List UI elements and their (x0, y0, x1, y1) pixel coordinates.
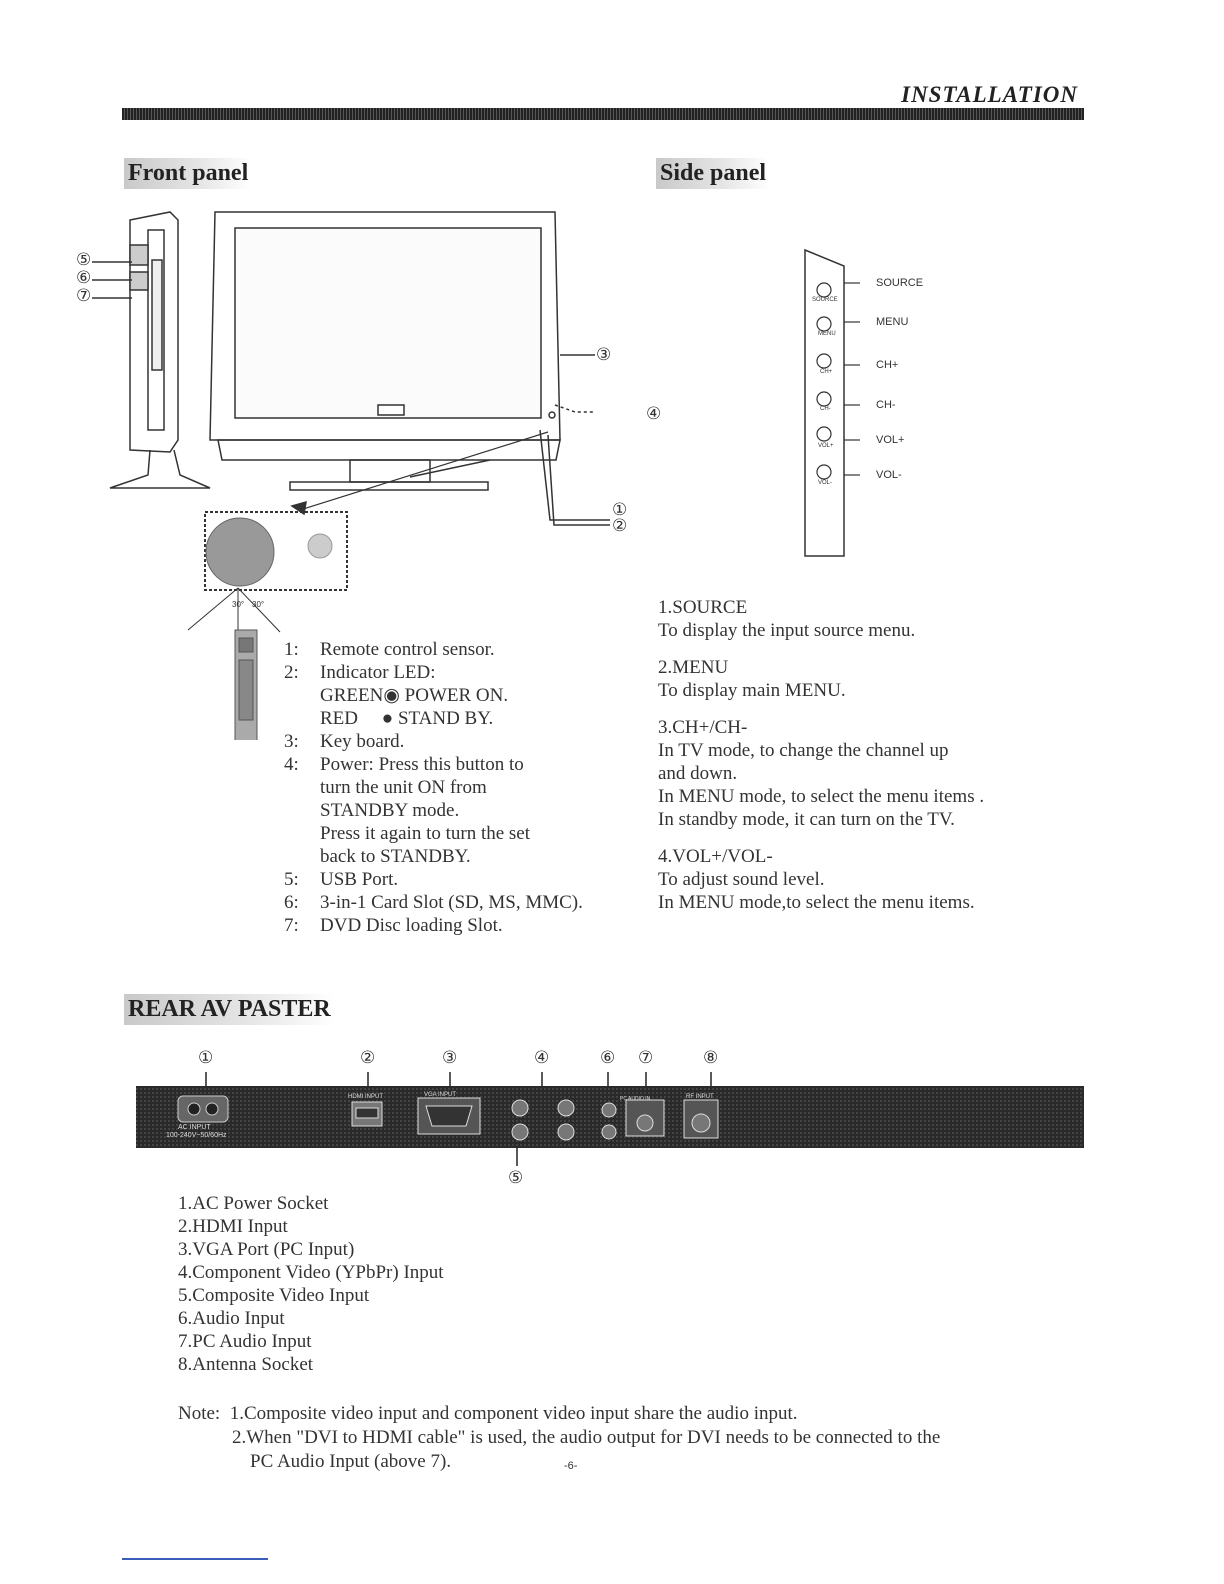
front-panel-list (284, 638, 583, 937)
side-panel-title: Side panel (656, 158, 770, 189)
callout-1: ① (612, 500, 628, 520)
ac-voltage-label: 100-240V~50/60Hz (166, 1132, 227, 1139)
callout-3: ③ (596, 345, 612, 365)
list-item: 5.Composite Video Input (178, 1285, 370, 1306)
desc-line: In TV mode, to change the channel up (658, 740, 949, 761)
list-item: 4: Power: Press this button to (284, 754, 524, 775)
list-item: 6.Audio Input (178, 1308, 285, 1329)
rear-callout-4: ④ (534, 1048, 550, 1068)
side-btn-label-ch-plus: CH+ (876, 359, 899, 371)
list-item: STANDBY mode. (320, 800, 460, 821)
angle-label-left: 30° (232, 600, 245, 609)
rear-callout-7: ⑦ (638, 1048, 654, 1068)
callout-4: ④ (646, 404, 662, 424)
rf-label: RF INPUT (686, 1094, 714, 1100)
rear-panel-diagram (136, 1068, 1084, 1168)
front-panel-title: Front panel (124, 158, 252, 189)
list-item: 1.AC Power Socket (178, 1193, 329, 1214)
side-btn-label-ch-minus: CH- (876, 399, 896, 411)
desc-head-menu: 2.MENU (658, 657, 729, 678)
desc-line: To display the input source menu. (658, 620, 916, 641)
list-item: Press it again to turn the set (320, 823, 531, 844)
list-item: 2.HDMI Input (178, 1216, 288, 1237)
ac-input-label: AC INPUT (178, 1124, 211, 1131)
side-btn-small-source: SOURCE (812, 297, 838, 303)
side-panel-diagram (800, 248, 860, 560)
list-item: 3.VGA Port (PC Input) (178, 1239, 355, 1260)
footer-rule (122, 1558, 268, 1560)
desc-line: To display main MENU. (658, 680, 846, 701)
side-panel-descriptions (658, 596, 984, 914)
list-item: turn the unit ON from (320, 777, 487, 798)
page-number: -6- (564, 1460, 578, 1472)
side-btn-small-vol-minus: VOL- (818, 480, 833, 486)
callout-7: ⑦ (76, 286, 92, 306)
rear-callout-1: ① (198, 1048, 214, 1068)
list-item: 2: Indicator LED: (284, 662, 436, 683)
desc-line: To adjust sound level. (658, 869, 825, 890)
list-item: RED ● STAND BY. (320, 708, 494, 729)
header-rule (122, 108, 1084, 120)
list-item: 7.PC Audio Input (178, 1331, 312, 1352)
desc-line: In standby mode, it can turn on the TV. (658, 809, 955, 830)
list-item: 7: DVD Disc loading Slot. (284, 915, 503, 936)
list-item: 1: Remote control sensor. (284, 639, 495, 660)
callout-5: ⑤ (76, 250, 92, 270)
desc-head-vol: 4.VOL+/VOL- (658, 846, 773, 867)
rear-callout-8: ⑧ (703, 1048, 719, 1068)
note-line-1: Note: 1.Composite video input and component video input share the audio input. (178, 1403, 798, 1424)
tv-front (210, 212, 610, 525)
list-item: 5: USB Port. (284, 869, 399, 890)
desc-head-source: 1.SOURCE (658, 597, 748, 618)
page-header-title: INSTALLATION (901, 82, 1078, 107)
desc-line: In MENU mode,to select the menu items. (658, 892, 975, 913)
vga-label: VGA INPUT (424, 1092, 457, 1098)
note-line-2: 2.When "DVI to HDMI cable" is used, the audio output for DVI needs to be connected to the (232, 1427, 941, 1448)
side-btn-label-vol-minus: VOL- (876, 469, 902, 481)
rear-items-list (178, 1192, 444, 1376)
rear-callout-6: ⑥ (600, 1048, 616, 1068)
side-btn-small-vol-plus: VOL+ (818, 443, 834, 449)
rear-callout-2: ② (360, 1048, 376, 1068)
side-btn-small-ch-minus: CH- (820, 406, 831, 412)
side-btn-label-menu: MENU (876, 316, 909, 328)
desc-line: In MENU mode, to select the menu items . (658, 786, 985, 807)
angle-label-right: 30° (252, 600, 265, 609)
desc-line: and down. (658, 763, 738, 784)
side-btn-label-vol-plus: VOL+ (876, 434, 905, 446)
rear-callout-5: ⑤ (508, 1168, 524, 1188)
list-item: back to STANDBY. (320, 846, 471, 867)
side-btn-small-menu: MENU (818, 331, 836, 337)
sensor-closeup (188, 512, 347, 640)
remote-control (235, 630, 257, 740)
list-item: 6: 3-in-1 Card Slot (SD, MS, MMC). (284, 892, 583, 913)
rear-panel-title: REAR AV PASTER (124, 994, 335, 1025)
tv-side-profile (92, 212, 210, 488)
callout-2: ② (612, 516, 628, 536)
list-item: 8.Antenna Socket (178, 1354, 314, 1375)
callout-6: ⑥ (76, 268, 92, 288)
list-item: GREEN◉ POWER ON. (320, 685, 509, 706)
hdmi-label: HDMI INPUT (348, 1094, 383, 1100)
note-line-3: PC Audio Input (above 7). (250, 1451, 452, 1472)
side-btn-small-ch-plus: CH+ (820, 369, 833, 375)
desc-head-ch: 3.CH+/CH- (658, 717, 748, 738)
list-item: 4.Component Video (YPbPr) Input (178, 1262, 444, 1283)
side-btn-label-source: SOURCE (876, 277, 924, 289)
list-item: 3: Key board. (284, 731, 405, 752)
pc-audio-label: PC AUDIO IN (620, 1096, 651, 1102)
rear-callout-3: ③ (442, 1048, 458, 1068)
